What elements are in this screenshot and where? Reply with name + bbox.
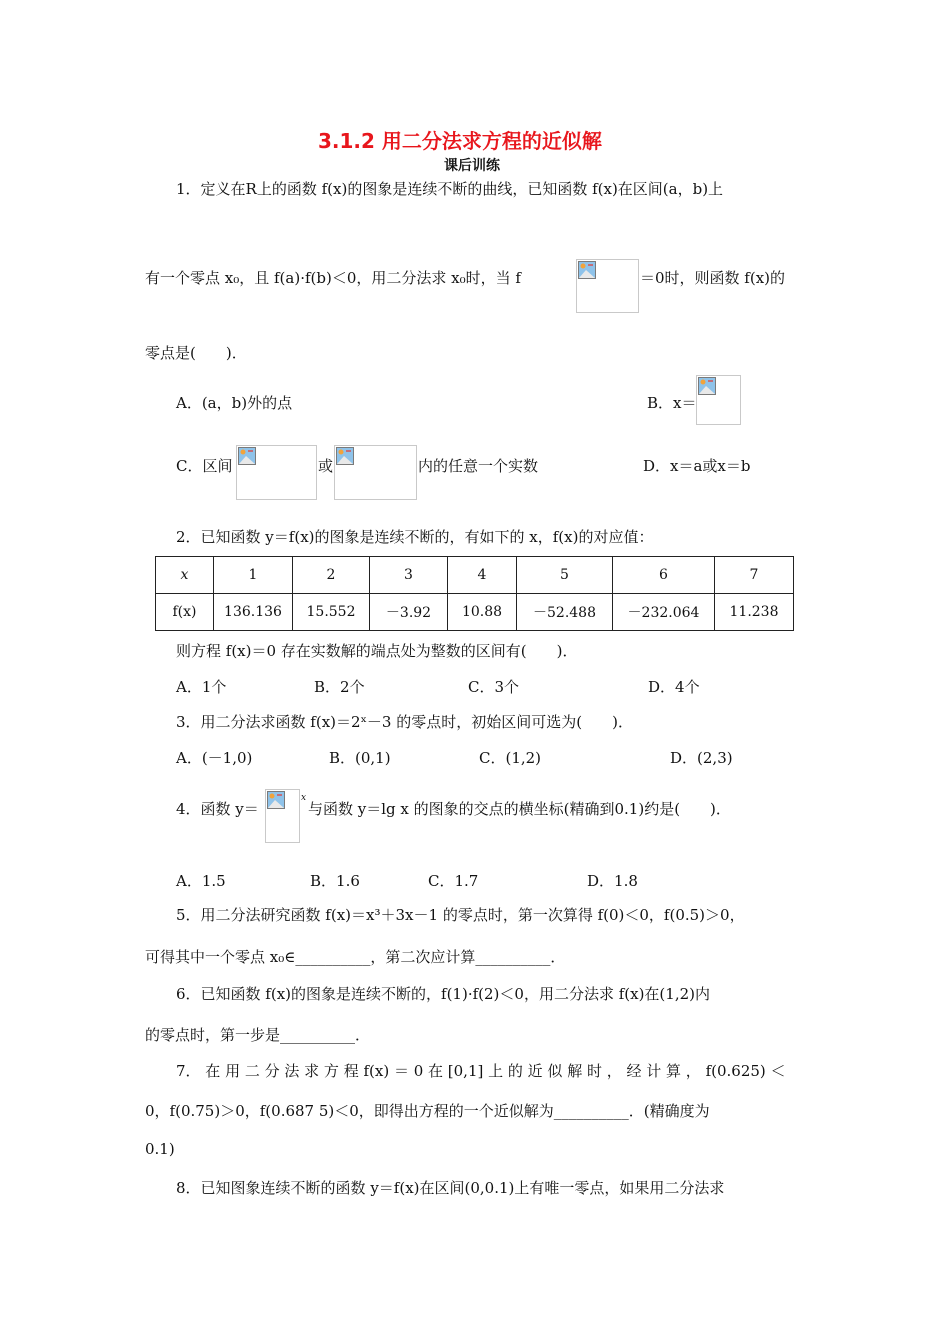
table-cell: x	[156, 557, 214, 594]
table-cell: 1	[214, 557, 293, 594]
q1-option-b: B．x＝	[647, 394, 697, 412]
q1-line3: 零点是( )．	[145, 344, 247, 362]
q5-line2: 可得其中一个零点 x₀∈__________，第二次应计算__________．	[145, 948, 566, 966]
q8-line1: 8．已知图象连续不断的函数 y＝f(x)在区间(0,0.1)上有唯一零点，如果用二分法求	[176, 1179, 725, 1197]
table-cell: 2	[293, 557, 370, 594]
broken-image-icon	[698, 377, 716, 395]
q4-formula-image	[265, 789, 300, 843]
q6-line2: 的零点时，第一步是__________．	[145, 1026, 371, 1044]
q5-line1: 5．用二分法研究函数 f(x)＝x³＋3x－1 的零点时，第一次算得 f(0)＜0，f(0.5)＞0，	[176, 906, 745, 924]
q4-option-c: C．1.7	[428, 872, 479, 890]
table-cell: 10.88	[448, 594, 517, 631]
q1-line2-start: 有一个零点 x₀，且 f(a)·f(b)＜0，用二分法求 x₀时，当 f	[145, 269, 521, 287]
q7-line3: 0.1)	[145, 1140, 175, 1158]
q1-option-b-image	[696, 375, 741, 425]
table-cell: f(x)	[156, 594, 214, 631]
q7-line1: 7． 在 用 二 分 法 求 方 程 f(x) ＝ 0 在 [0,1] 上 的 近 似 解 时 ， 经 计 算 ， f(0.625) ＜	[176, 1062, 786, 1080]
q4-stem-start: 4．函数 y＝	[176, 800, 259, 818]
q2-option-b: B．2个	[314, 678, 365, 696]
q1-option-c-prefix: C．区间	[176, 457, 233, 475]
broken-image-icon	[578, 261, 596, 279]
table-cell: 4	[448, 557, 517, 594]
page-title: 3.1.2 用二分法求方程的近似解	[318, 129, 602, 153]
q7-line2: 0，f(0.75)＞0，f(0.687 5)＜0，即得出方程的一个近似解为__________．(精确度为	[145, 1102, 710, 1120]
q4-option-a: A．1.5	[176, 872, 226, 890]
q4-option-b: B．1.6	[310, 872, 360, 890]
table-cell: 7	[715, 557, 794, 594]
broken-image-icon	[336, 447, 354, 465]
q4-option-d: D．1.8	[587, 872, 638, 890]
broken-image-icon	[267, 791, 285, 809]
q1-formula-image	[576, 259, 639, 313]
q1-option-c-suffix: 内的任意一个实数	[418, 457, 539, 475]
q3-option-a: A．(－1,0)	[176, 749, 253, 767]
table-cell: －232.064	[613, 594, 715, 631]
q4-superscript: x	[301, 793, 307, 803]
table-cell: 6	[613, 557, 715, 594]
q1-option-c-image-1	[236, 445, 317, 500]
table-cell: －52.488	[517, 594, 613, 631]
q1-line2-end: ＝0时，则函数 f(x)的	[640, 269, 786, 287]
table-cell: 3	[370, 557, 448, 594]
q2-value-table	[155, 556, 794, 631]
table-row	[156, 594, 794, 631]
q1-line1: 1．定义在R上的函数 f(x)的图象是连续不断的曲线，已知函数 f(x)在区间(a，b)上	[176, 180, 724, 198]
page-subtitle: 课后训练	[444, 158, 500, 174]
q1-option-c-mid: 或	[318, 457, 334, 475]
q1-option-c-image-2	[334, 445, 417, 500]
q4-stem-end: 与函数 y＝lg x 的图象的交点的横坐标(精确到0.1)约是( )．	[308, 800, 731, 818]
q2-option-c: C．3个	[468, 678, 520, 696]
table-cell: 15.552	[293, 594, 370, 631]
q3-option-d: D．(2,3)	[670, 749, 733, 767]
q2-question: 则方程 f(x)＝0 存在实数解的端点处为整数的区间有( )．	[176, 642, 578, 660]
table-cell: 5	[517, 557, 613, 594]
q2-stem: 2．已知函数 y＝f(x)的图象是连续不断的，有如下的 x，f(x)的对应值：	[176, 528, 654, 546]
q2-option-d: D．4个	[648, 678, 700, 696]
table-cell: －3.92	[370, 594, 448, 631]
q1-option-a: A．(a，b)外的点	[176, 394, 293, 412]
q3-option-b: B．(0,1)	[329, 749, 391, 767]
q3-option-c: C．(1,2)	[479, 749, 542, 767]
table-cell: 136.136	[214, 594, 293, 631]
q1-option-d: D．x＝a或x＝b	[643, 457, 751, 475]
q6-line1: 6．已知函数 f(x)的图象是连续不断的，f(1)·f(2)＜0，用二分法求 f(x)在(1,2)内	[176, 985, 710, 1003]
table-cell: 11.238	[715, 594, 794, 631]
q3-stem: 3．用二分法求函数 f(x)＝2ˣ－3 的零点时，初始区间可选为( )．	[176, 713, 633, 731]
table-row	[156, 557, 794, 594]
q2-option-a: A．1个	[176, 678, 227, 696]
broken-image-icon	[238, 447, 256, 465]
